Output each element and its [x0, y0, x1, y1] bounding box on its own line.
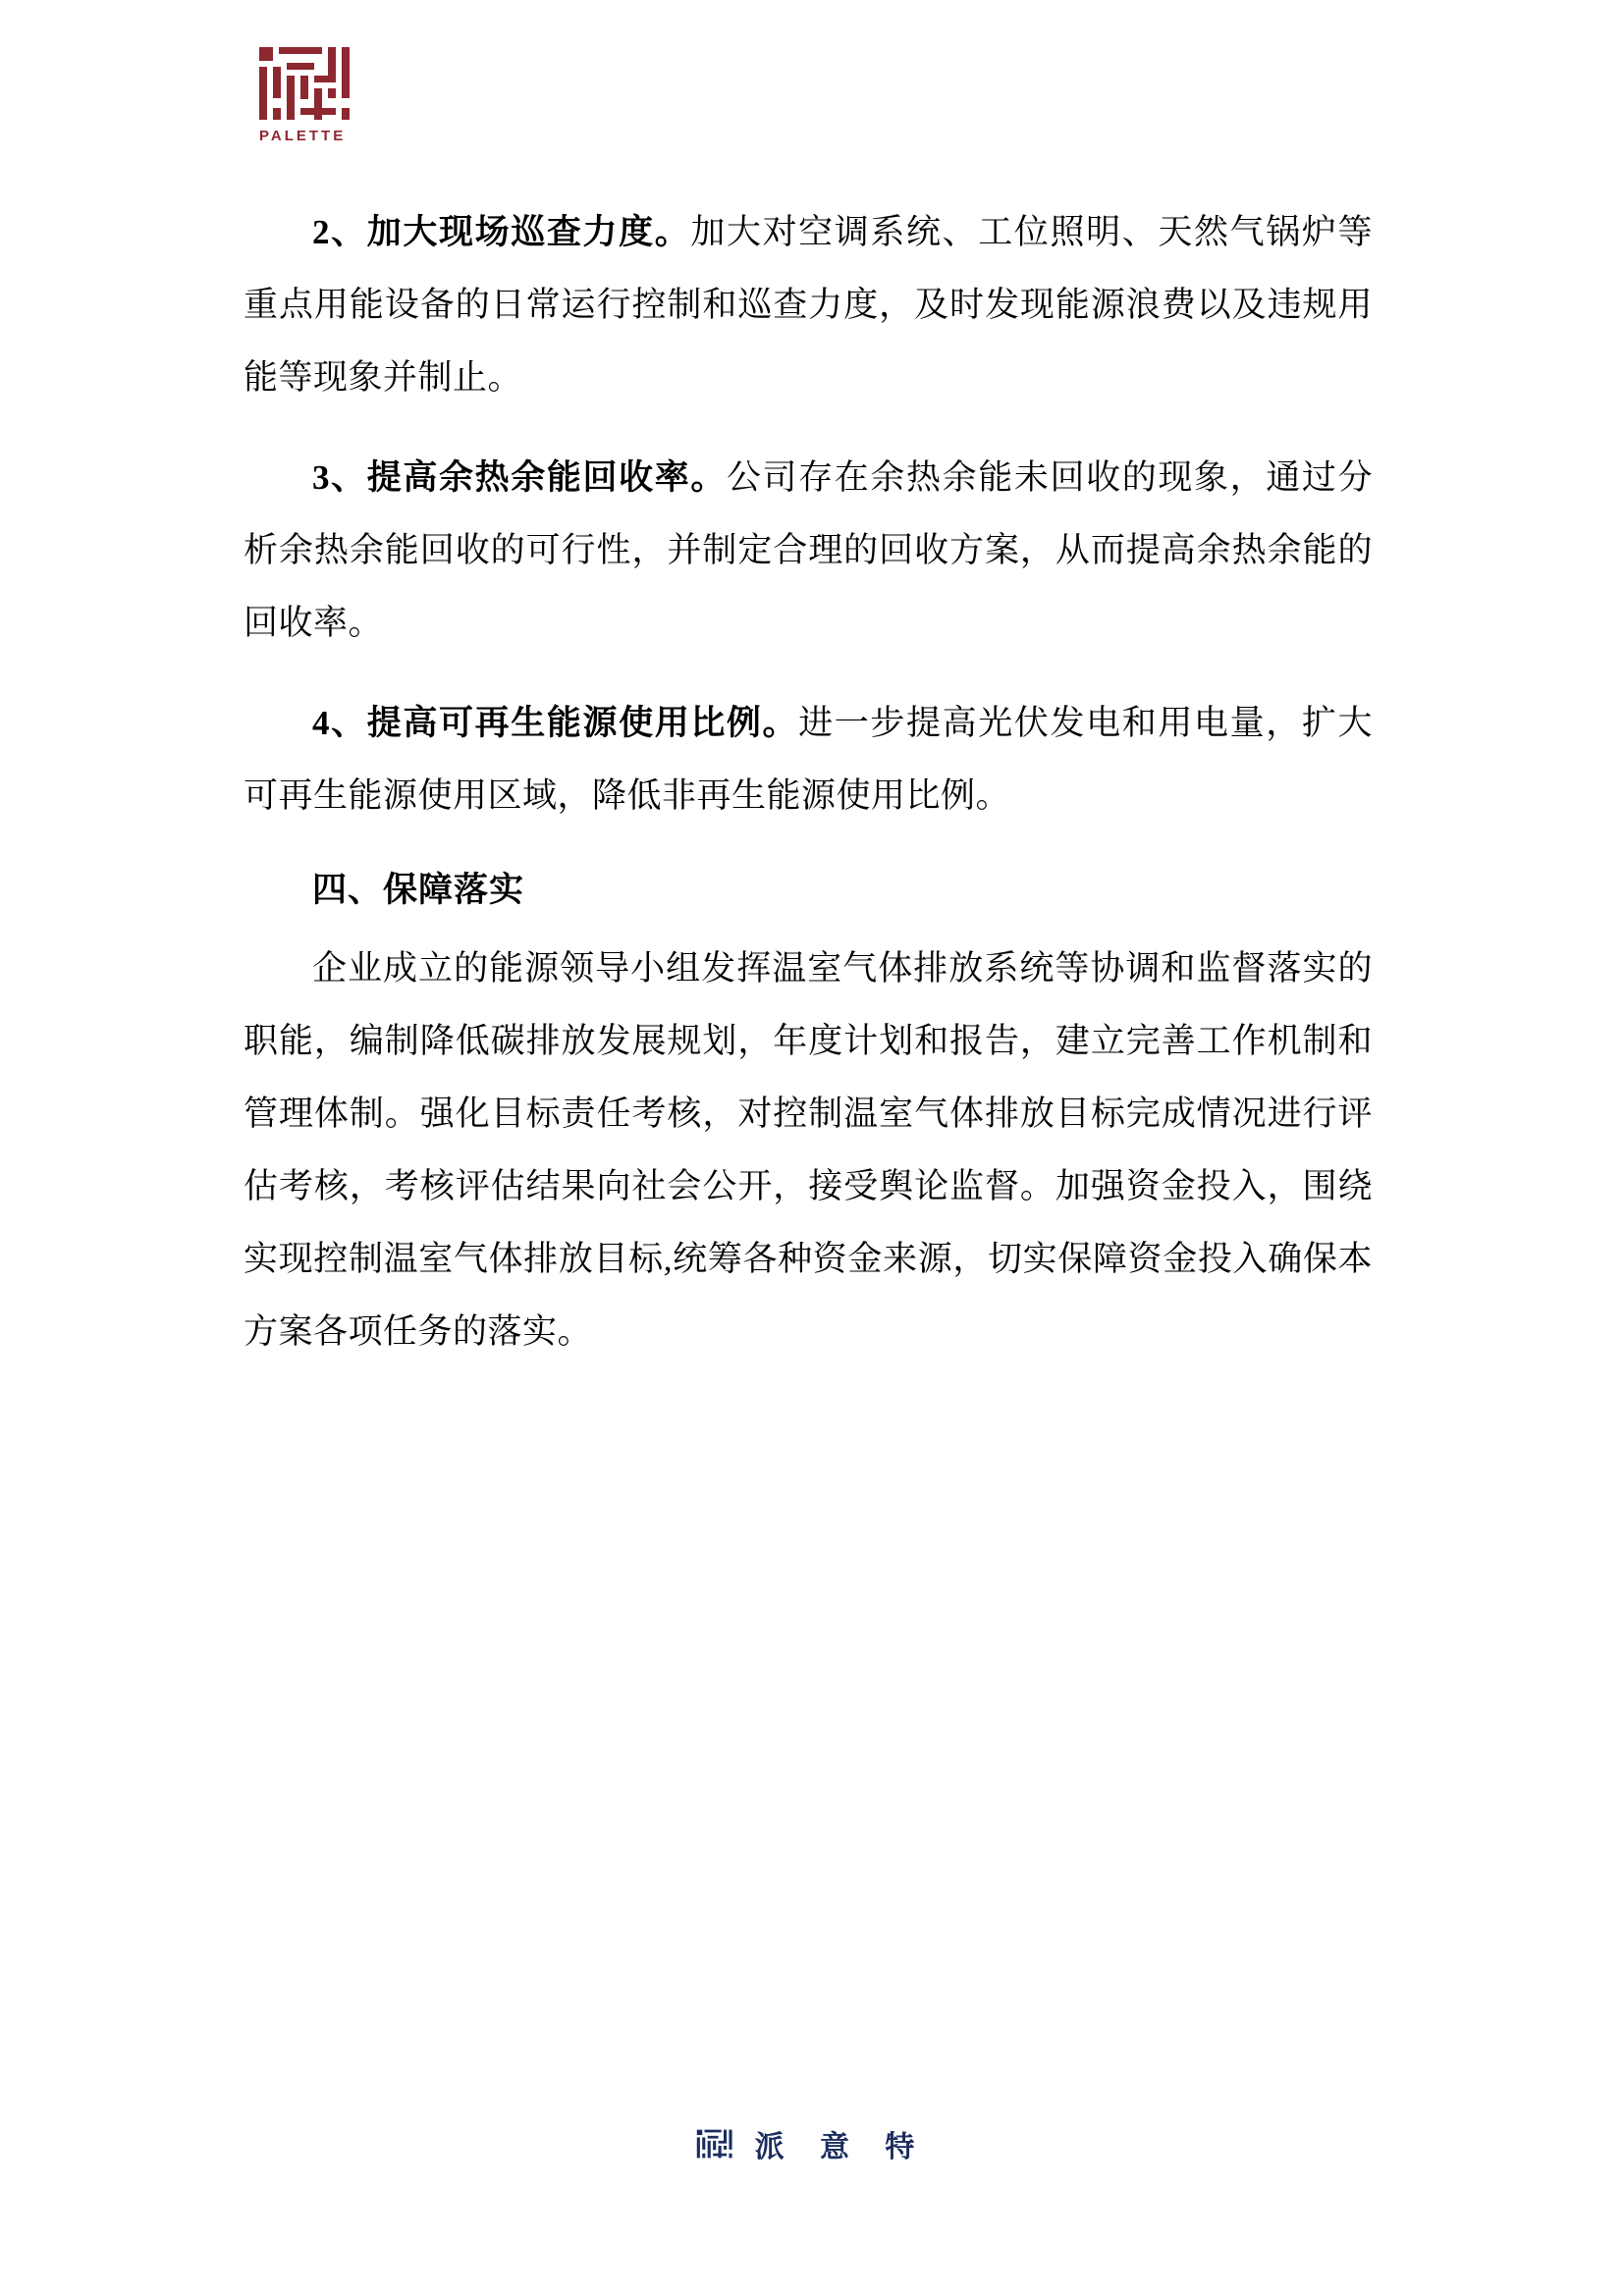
header-logo: [257, 43, 395, 159]
page-footer: [0, 2121, 1624, 2166]
palette-logo-icon: [257, 43, 363, 124]
spacer: [244, 424, 1373, 442]
section-heading: 四、保障落实: [312, 871, 525, 909]
logo-wordmark: PALETTE: [259, 128, 347, 144]
paragraph-text: 加大对空调系统、工位照明、天然气锅炉等重点用能设备的日常运行控制和巡查力度，及时发现能源浪费以及违规用能等现象并制止。: [244, 213, 1373, 397]
footer-brand-text: 派 意 特: [754, 2131, 929, 2163]
section-paragraph: 企业成立的能源领导小组发挥温室气体排放系统等协调和监督落实的职能，编制降低碳排放发展规划，年度计划和报告，建立完善工作机制和管理体制。强化目标责任考核，对控制温室气体排放目标完成情况进行评估考核，考核评估结果向社会公开，接受舆论监督。加强资金投入，围绕实现控制温室气体排放目标,统筹各种资金来源，切实保障资金投入确保本方案各项任务的落实。: [244, 949, 1373, 1351]
paragraph-text: 进一步提高光伏发电和用电量，扩大可再生能源使用区域，降低非再生能源使用比例。: [244, 704, 1373, 815]
palette-footer-mark-icon: [696, 2121, 737, 2166]
paragraph-item-2: [244, 196, 1373, 414]
paragraph-lead: 3、提高余热余能回收率。: [312, 458, 727, 497]
spacer: [244, 669, 1373, 687]
paragraph-lead: 4、提高可再生能源使用比例。: [312, 704, 799, 742]
paragraph-text: 公司存在余热余能未回收的现象，通过分析余热余能回收的可行性，并制定合理的回收方案，从而提高余热余能的回收率。: [244, 458, 1373, 642]
document-body: [244, 196, 1373, 1378]
paragraph-lead: 2、加大现场巡查力度。: [312, 213, 691, 251]
paragraph-item-3: [244, 442, 1373, 660]
paragraph-item-4: [244, 687, 1373, 832]
